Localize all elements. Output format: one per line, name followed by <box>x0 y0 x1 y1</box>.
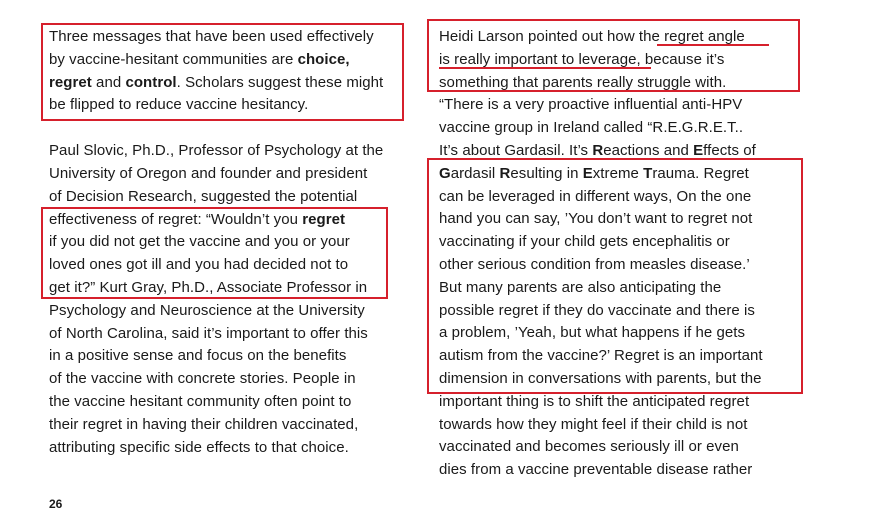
text-line: be flipped to reduce vaccine hesitancy. <box>49 96 309 114</box>
text-line: important thing is to shift the anticipated regret <box>439 392 750 410</box>
text-line: of the vaccine with concrete stories. People in <box>49 370 356 388</box>
text-line: towards how they might feel if their child is not <box>439 415 748 433</box>
text-line: something that parents really struggle with. <box>439 73 727 91</box>
page-number: 26 <box>49 497 63 511</box>
text-line: “There is a very proactive influential anti-HPV <box>439 96 743 114</box>
text-line: effectiveness of regret: “Wouldn’t you regret <box>49 210 346 228</box>
right-column <box>439 26 799 482</box>
text-line: regret and control. Scholars suggest these might <box>49 73 384 91</box>
text-line: vaccinated and becomes seriously ill or even <box>439 438 739 456</box>
text-line: can be leveraged in different ways, On the one <box>439 187 752 205</box>
text-line: in a positive sense and focus on the benefits <box>49 347 347 365</box>
left-column <box>49 26 409 459</box>
underline-leverage <box>439 67 651 69</box>
text-line: dimension in conversations with parents, but the <box>439 369 762 387</box>
text-line: loved ones got ill and you had decided not to <box>49 256 349 274</box>
text-line: of North Carolina, said it’s important to offer this <box>49 324 368 342</box>
text-line: It’s about Gardasil. It’s Reactions and Effects of <box>439 141 756 159</box>
text-line: possible regret if they do vaccinate and there is <box>439 301 755 319</box>
text-line: But many parents are also anticipating the <box>439 278 722 296</box>
bold-term-regret: regret <box>49 73 92 91</box>
text-line: Heidi Larson pointed out how the regret angle <box>439 28 745 45</box>
text-line: vaccinating if your child gets encephalitis or <box>439 233 730 251</box>
text-line: vaccine group in Ireland called “R.E.G.R.E.T.. <box>439 119 744 137</box>
text-line: Gardasil Resulting in Extreme Trauma. Regret <box>439 164 749 182</box>
text-line: Paul Slovic, Ph.D., Professor of Psychology at the <box>49 142 384 160</box>
underline-regret-angle <box>657 44 769 46</box>
text-line: Three messages that have been used effectively <box>49 28 374 45</box>
text-line: Psychology and Neuroscience at the University <box>49 301 365 319</box>
bold-term-control: control <box>125 73 177 91</box>
text-line: hand you can say, ’You don’t want to regret not <box>439 210 753 228</box>
text-line: if you did not get the vaccine and you or your <box>49 233 350 251</box>
text-line: of Decision Research, suggested the potential <box>49 187 358 205</box>
text-line: a problem, ’Yeah, but what happens if he gets <box>439 324 746 342</box>
text-line: attributing specific side effects to that choice. <box>49 438 349 456</box>
bold-term-regret: regret <box>302 210 346 228</box>
text-line: autism from the vaccine?’ Regret is an important <box>439 347 763 365</box>
text-line: their regret in having their children vaccinated, <box>49 415 359 433</box>
text-line: University of Oregon and founder and president <box>49 164 368 182</box>
text-line: other serious condition from measles disease.’ <box>439 255 750 273</box>
bold-term-choice: choice, <box>297 50 350 68</box>
text-line: is really important to leverage, because it’s <box>439 50 725 68</box>
text-line: the vaccine hesitant community often point to <box>49 392 352 410</box>
text-line: by vaccine-hesitant communities are choice, <box>49 50 350 68</box>
text-line: get it?” Kurt Gray, Ph.D., Associate Professor in <box>49 278 368 296</box>
text-line: dies from a vaccine preventable disease rather <box>439 461 753 479</box>
